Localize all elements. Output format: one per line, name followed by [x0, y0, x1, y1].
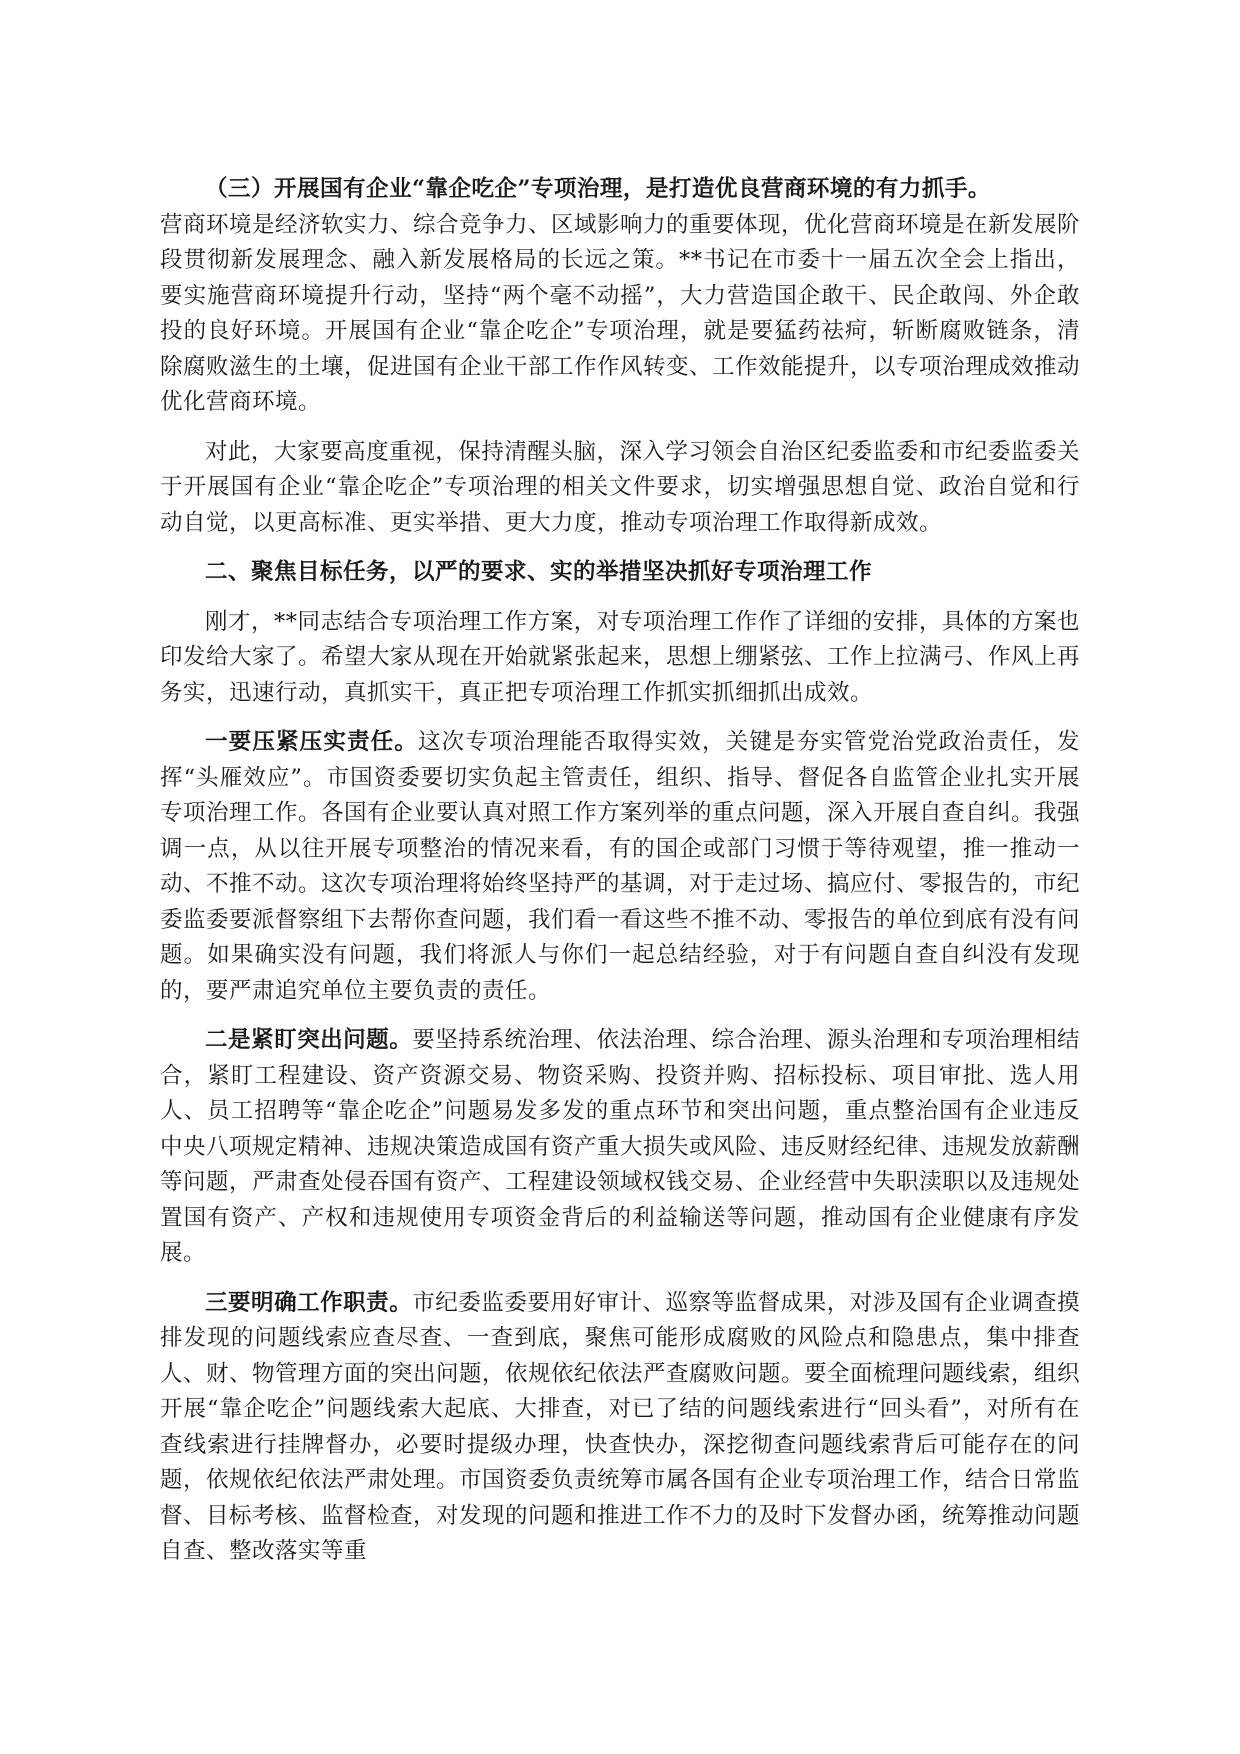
item-3-body: 市纪委监委要用好审计、巡察等监督成果，对涉及国有企业调查摸排发现的问题线索应查尽查、一查到底，聚焦可能形成腐败的风险点和隐患点，集中排查人、财、物管理方面的突出问题，依规依纪依法严查腐败问题。要全面梳理问题线索，组织开展“靠企吃企”问题线索大起底、大排查，对已了结的问题线索进行“回头看”，对所有在查线索进行挂牌督办，必要时提级办理，快查快办，深挖彻查问题线索背后可能存在的问题，依规依纪依法严肃处理。市国资委负责统筹市属各国有企业专项治理工作，结合日常监督、目标考核、监督检查，对发现的问题和推进工作不力的及时下发督办函，统筹推动问题自查、整改落实等重: [160, 1289, 1081, 1564]
item-3-lead: 三要明确工作职责。: [205, 1289, 413, 1316]
item-2-lead: 二是紧盯突出问题。: [205, 1027, 413, 1053]
section-2-heading: 二、聚焦目标任务，以严的要求、实的举措坚决抓好专项治理工作: [205, 559, 873, 585]
item-1-paragraph: [160, 725, 1080, 1009]
paragraph-gangcai: 刚才，**同志结合专项治理工作方案，对专项治理工作作了详细的安排，具体的方案也印发给大家了。希望大家从现在开始就紧张起来，思想上绷紧弦、工作上拉满弓、作风上再务实，迅速行动，真抓实干，真正把专项治理工作抓实抓细抓出成效。: [160, 608, 1081, 706]
section-3-body: 营商环境是经济软实力、综合竞争力、区域影响力的重要体现，优化营商环境是在新发展阶段贯彻新发展理念、融入新发展格局的长远之策。**书记在市委十一届五次全会上指出，要实施营商环境提升行动，坚持“两个毫不动摇”，大力营造国企敢干、民企敢闯、外企敢投的良好环境。开展国有企业“靠企吃企”专项治理，就是要猛药祛疴，斩断腐败链条，清除腐败滋生的土壤，促进国有企业干部工作作风转变、工作效能提升，以专项治理成效推动优化营商环境。: [160, 211, 1081, 415]
paragraph-duici: 对此，大家要高度重视，保持清醒头脑，深入学习领会自治区纪委监委和市纪委监委关于开展国有企业“靠企吃企”专项治理的相关文件要求，切实增强思想自觉、政治自觉和行动自觉，以更高标准、更实举措、更大力度，推动专项治理工作取得新成效。: [160, 438, 1080, 536]
item-1-lead: 一要压紧压实责任。: [205, 729, 418, 755]
item-3-paragraph: [160, 1286, 1080, 1570]
document-page: [160, 172, 1080, 1584]
item-2-paragraph: [160, 1023, 1080, 1272]
item-2-body: 要坚持系统治理、依法治理、综合治理、源头治理和专项治理相结合，紧盯工程建设、资产资源交易、物资采购、投资并购、招标投标、项目审批、选人用人、员工招聘等“靠企吃企”问题易发多发的重点环节和突出问题，重点整治国有企业违反中央八项规定精神、违规决策造成国有资产重大损失或风险、违反财经纪律、违规发放薪酬等问题，严肃查处侵吞国有资产、工程建设领域权钱交易、企业经营中失职渎职以及违规处置国有资产、产权和违规使用专项资金背后的利益输送等问题，推动国有企业健康有序发展。: [160, 1027, 1081, 1266]
item-1-body: 这次专项治理能否取得实效，关键是夯实管党治党政治责任，发挥“头雁效应”。市国资委要切实负起主管责任，组织、指导、督促各自监管企业扎实开展专项治理工作。各国有企业要认真对照工作方案列举的重点问题，深入开展自查自纠。我强调一点，从以往开展专项整治的情况来看，有的国企或部门习惯于等待观望，推一推动一动、不推不动。这次专项治理将始终坚持严的基调，对于走过场、搞应付、零报告的，市纪委监委要派督察组下去帮你查问题，我们看一看这些不推不动、零报告的单位到底有没有问题。如果确实没有问题，我们将派人与你们一起总结经验，对于有问题自查自纠没有发现的，要严肃追究单位主要负责的责任。: [160, 729, 1081, 1004]
section-3-heading: （三）开展国有企业“靠企吃企”专项治理，是打造优良营商环境的有力抓手。: [205, 176, 991, 202]
